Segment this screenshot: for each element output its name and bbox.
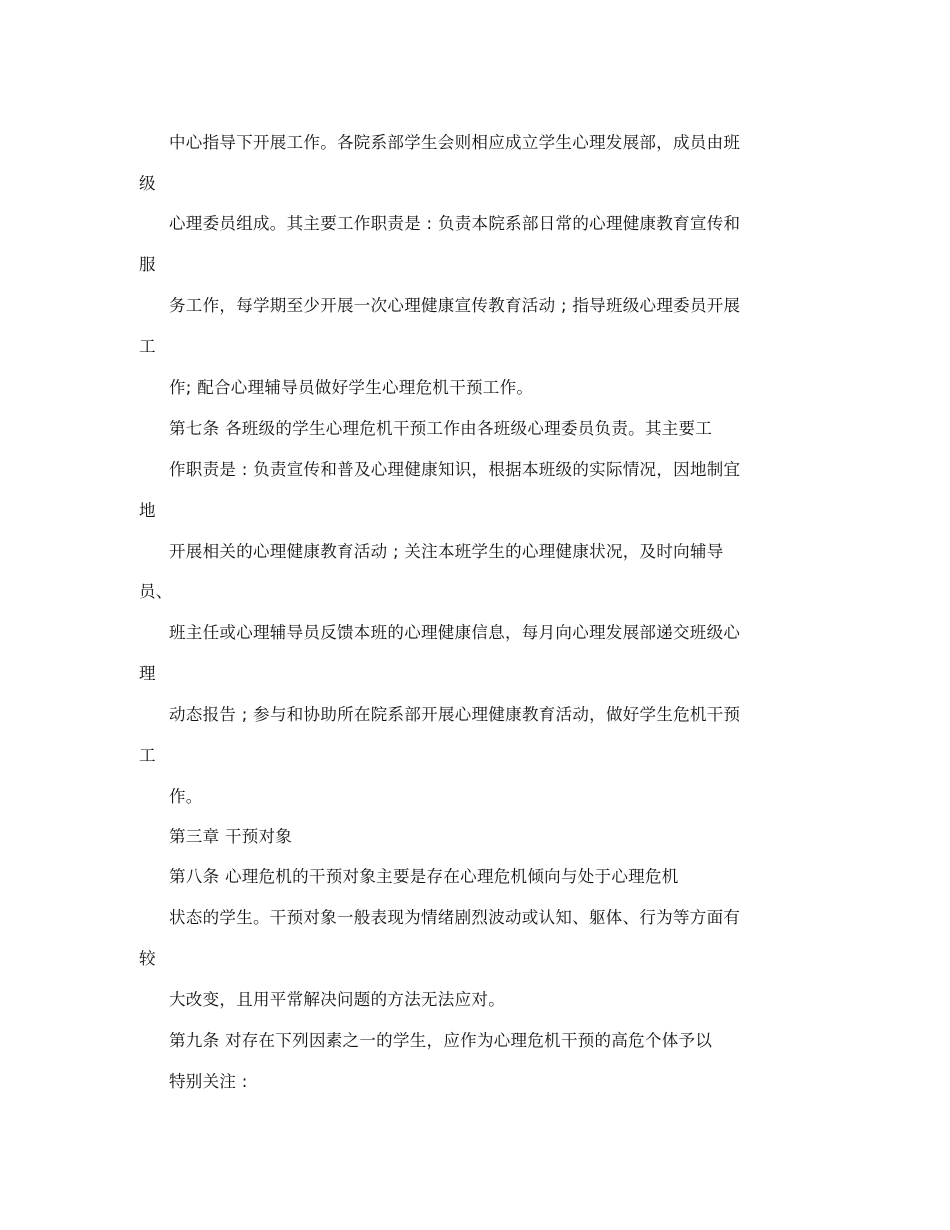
- chapter-heading: 第三章 干预对象: [169, 827, 293, 846]
- text-line: 作。: [169, 787, 203, 806]
- text-line: 务工作，每学期至少开展一次心理健康宣传教育活动 ; 指导班级心理委员开展: [169, 296, 741, 315]
- article-heading-7: 第七条 各班级的学生心理危机干预工作由各班级心理委员负责。其主要工: [169, 419, 713, 438]
- text-line: 大改变，且用平常解决问题的方法无法应对。: [169, 990, 505, 1009]
- text-line: 特别关注 :: [169, 1072, 248, 1091]
- article-heading-9: 第九条 对存在下列因素之一的学生，应作为心理危机干预的高危个体予以: [169, 1031, 713, 1050]
- text-line: 动态报告 ; 参与和协助所在院系部开展心理健康教育活动，做好学生危机干预: [169, 705, 741, 724]
- text-line: 服: [139, 255, 156, 274]
- text-line: 班主任或心理辅导员反馈本班的心理健康信息，每月向心理发展部递交班级心: [169, 623, 741, 642]
- text-line: 地: [139, 501, 156, 520]
- text-line: 较: [139, 949, 156, 968]
- text-line: 员、: [139, 582, 173, 601]
- text-line: 工: [139, 746, 156, 765]
- text-line: 中心指导下开展工作。各院系部学生会则相应成立学生心理发展部，成员由班: [169, 133, 741, 152]
- text-line: 作; 配合心理辅导员做好学生心理危机干预工作。: [169, 378, 534, 397]
- text-line: 工: [139, 337, 156, 356]
- text-line: 理: [139, 664, 156, 683]
- text-line: 开展相关的心理健康教育活动 ; 关注本班学生的心理健康状况，及时向辅导: [169, 542, 724, 561]
- text-line: 状态的学生。干预对象一般表现为情绪剧烈波动或认知、躯体、行为等方面有: [169, 908, 741, 927]
- text-line: 心理委员组成。其主要工作职责是 : 负责本院系部日常的心理健康教育宣传和: [169, 214, 741, 233]
- text-line: 作职责是 : 负责宣传和普及心理健康知识，根据本班级的实际情况，因地制宜: [169, 460, 741, 479]
- text-line: 级: [139, 174, 156, 193]
- article-heading-8: 第八条 心理危机的干预对象主要是存在心理危机倾向与处于心理危机: [169, 867, 679, 886]
